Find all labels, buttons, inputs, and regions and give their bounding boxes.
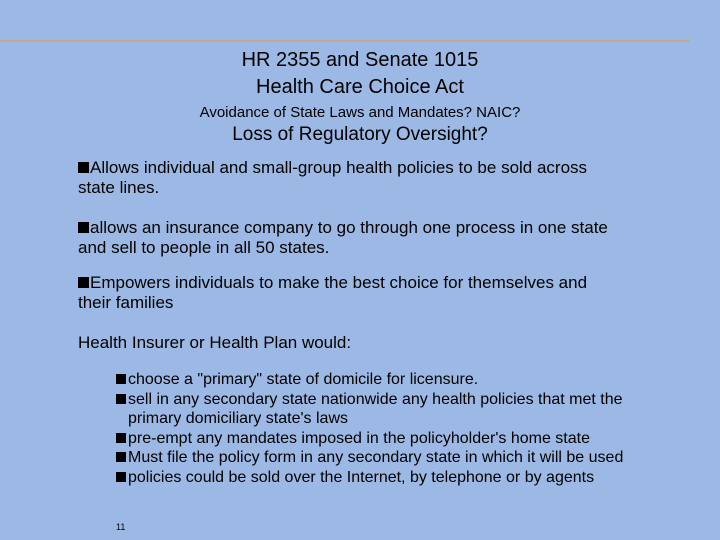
bullet-text-line-2: and sell to people in all 50 states. [78, 238, 330, 257]
sub-bullet-item [116, 370, 623, 390]
sub-bullet-item [116, 468, 623, 488]
sub-bullet-text: Must file the policy form in any secondary state in which it will be used [128, 449, 624, 466]
sub-bullet-text: policies could be sold over the Internet, by telephone or by agents [128, 468, 595, 486]
would-heading: Health Insurer or Health Plan would: [78, 333, 352, 352]
bullet-item [78, 158, 587, 198]
sub-bullet-text-continuation: primary domiciliary state's laws [128, 410, 348, 427]
square-bullet-icon [78, 222, 89, 233]
sub-bullet-item [116, 390, 623, 429]
square-bullet-icon [116, 472, 126, 482]
sub-bullet-text: pre-empt any mandates imposed in the policyholder's home state [128, 429, 590, 447]
bullet-text-line-2: their families [78, 293, 174, 312]
bullet-text-line-1: Allows individual and small-group health policies to be sold across [90, 158, 588, 177]
square-bullet-icon [78, 277, 89, 288]
slide-title-line-2: Health Care Choice Act [256, 76, 464, 98]
square-bullet-icon [116, 374, 126, 384]
bullet-text-line-2: state lines. [78, 178, 160, 197]
page-number: 11 [116, 522, 126, 532]
bullet-text-line-1: allows an insurance company to go through one process in one state [90, 218, 608, 237]
slide-subtitle-line-1: Avoidance of State Laws and Mandates? NAIC? [199, 104, 521, 121]
sub-bullet-list [116, 370, 623, 487]
square-bullet-icon [116, 433, 126, 443]
slide-title-line-1: HR 2355 and Senate 1015 [241, 49, 479, 71]
sub-bullet-text: sell in any secondary state nationwide any health policies that met the [128, 390, 623, 408]
sub-bullet-text: choose a "primary" state of domicile for licensure. [128, 371, 479, 388]
sub-bullet-item [116, 448, 623, 468]
square-bullet-icon [116, 394, 126, 404]
bullet-item [78, 273, 587, 313]
bullet-text-line-1: Empowers individuals to make the best choice for themselves and [90, 273, 588, 292]
bullet-item [78, 218, 608, 258]
sub-bullet-item [116, 429, 623, 449]
square-bullet-icon [116, 452, 126, 462]
square-bullet-icon [78, 162, 89, 173]
top-divider-rule [0, 40, 690, 42]
slide-subtitle-line-2: Loss of Regulatory Oversight? [232, 124, 488, 145]
